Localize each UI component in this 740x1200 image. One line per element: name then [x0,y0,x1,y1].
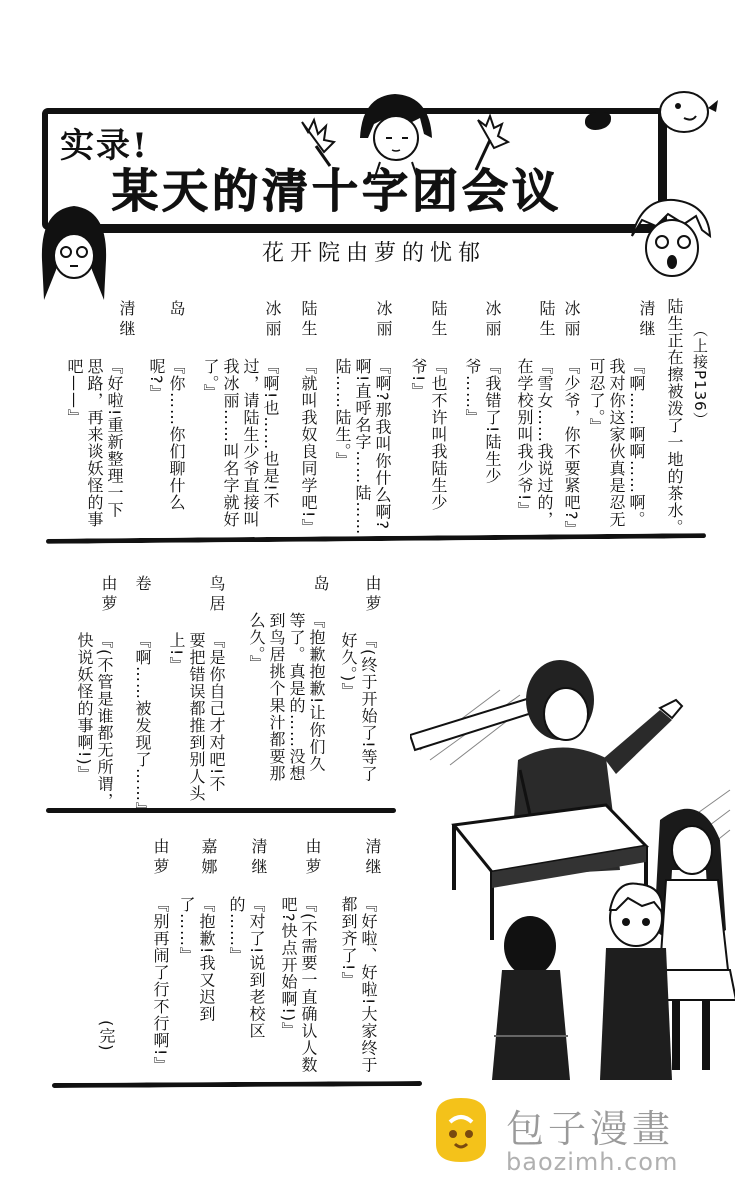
page-subtitle: 花开院由萝的忧郁 [262,241,487,266]
bun-logo-icon [428,1092,494,1168]
speaker-label: 陆生 [299,300,318,340]
dialogue-line: 『(不管是谁都无所谓， 快说妖怪的事啊!)』 [75,632,114,810]
section-divider [46,808,396,813]
page-title: 某天的清十字团会议 [112,164,562,218]
dialogue-line: 『你……你们聊什么 呢?』 [147,358,186,511]
girl-doodle-top-icon [350,88,440,180]
speaker-label: 陆生 [429,300,448,340]
speaker-label: 清继 [637,300,656,340]
dialogue-line: 『也不许叫我陆生少 爷!』 [409,358,448,511]
speaker-label: 冰丽 [483,300,502,340]
left-hand-doodle-icon [292,112,340,168]
dialogue-line: 『啊!也……也是!不 过，请陆生少爷直接叫 我冰丽……叫名字就好 了。』 [201,358,280,528]
speaker-label: 冰丽 [374,300,393,340]
watermark-brand: 包子漫畫 [506,1107,675,1151]
speaker-label: 卷 [133,575,152,595]
dialogue-line: 『雪女……我说过的， 在学校别叫我少爷!』 [515,358,554,528]
boy-doodle-right-icon [622,196,718,288]
speaker-label: 陆生 [537,300,556,340]
section-divider [52,1081,422,1088]
watermark-url: baozimh.com [506,1148,679,1176]
intro-ref: （上接P136） [691,322,709,428]
speaker-label: 清继 [249,838,268,878]
speaker-label: 鸟居 [207,575,226,615]
dialogue-line: 『抱歉抱歉!让你们久 等了。真是的……没想 到鸟居挑个果汁都要那 么久。』 [247,612,326,782]
speaker-label: 清继 [117,300,136,340]
dialogue-line: 『就叫我奴良同学吧!』 [299,358,318,536]
speaker-label: 由萝 [303,838,322,878]
speaker-label: 嘉娜 [199,838,218,878]
record-label: 实录! [60,126,149,166]
speaker-label: 由萝 [151,838,170,878]
dialogue-line: 『啊……被发现了……』 [133,632,152,819]
speaker-label: 由萝 [363,575,382,615]
dialogue-line: 『别再闹了行不行啊!』 [151,896,170,1074]
intro-text: 陆生正在擦被泼了一地的茶水。 [665,298,684,536]
girl-doodle-left-icon [34,200,114,304]
speaker-label: 岛 [311,575,330,595]
dialogue-line: 『啊……啊啊……啊。 我对你这家伙真是忍无 可忍了。』 [587,358,646,528]
right-hand-doodle-icon [462,110,522,172]
bird-doodle-icon [652,84,722,136]
dialogue-line: 『(终于开始了!等了 好久。)』 [339,632,378,783]
speaker-label: 清继 [363,838,382,878]
speaker-label: 由萝 [99,575,118,615]
speaker-label: 冰丽 [263,300,282,340]
dialogue-line: 『对了!说到老校区 的……』 [227,896,266,1040]
dialogue-line: 『少爷，你不要紧吧?』 [562,358,581,538]
dialogue-line: 『好啦、好啦!大家终于 都到齐了!』 [339,896,378,1074]
speaker-label: 冰丽 [562,300,581,340]
dialogue-line: 『是你自己才对吧!不 要把错误都推到别人头 上!』 [167,632,226,802]
dialogue-line: 『抱歉!我又迟到 了……』 [177,896,216,1023]
end-mark: (完) [97,1020,116,1052]
dialogue-line: 『(不需要一直确认人数 吧?快点开始啊!)』 [279,896,318,1074]
dialogue-line: 『我错了!陆生少 爷……』 [463,358,502,485]
classroom-illustration [410,640,735,1090]
dialogue-line: 『啊?那我叫你什么啊? 啊!直呼名字……陆…… 陆……陆生。』 [333,358,392,536]
dialogue-line: 『好啦!重新整理一下 思路，再来谈妖怪的事 吧——』 [65,358,124,528]
intro-note [690,322,730,428]
speaker-label: 岛 [167,300,186,320]
